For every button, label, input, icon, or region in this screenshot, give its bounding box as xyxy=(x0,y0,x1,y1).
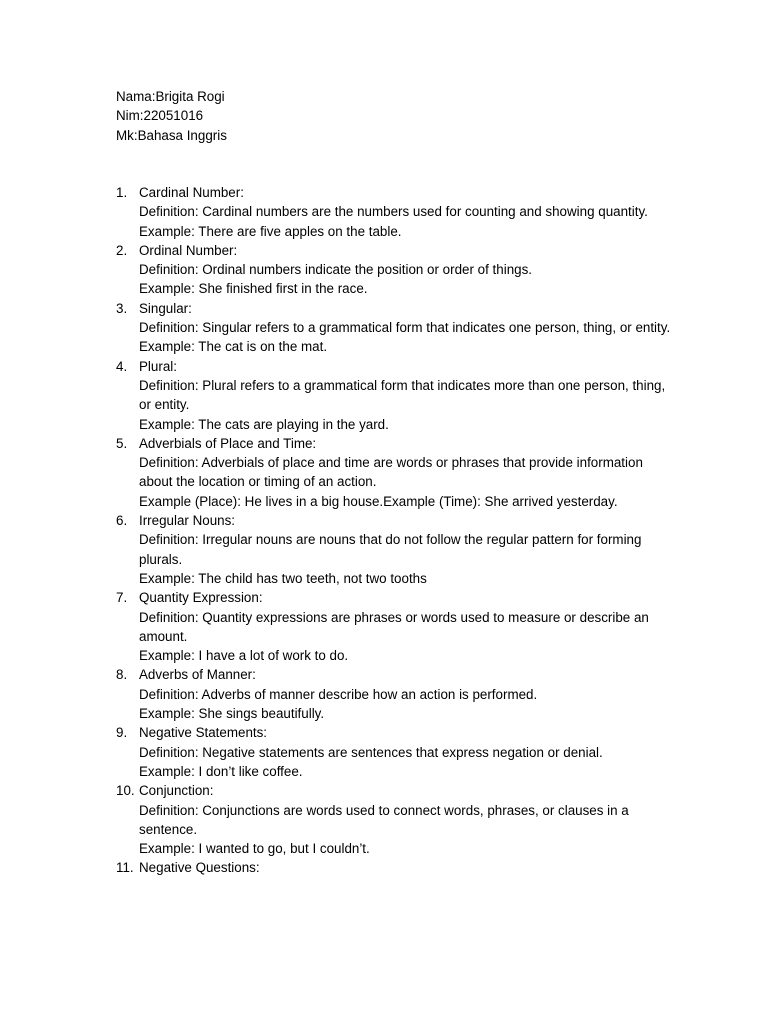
item-title: Conjunction: xyxy=(139,783,214,799)
item-number: 8. xyxy=(116,667,128,683)
list-item xyxy=(116,511,676,588)
item-example: Example: The cat is on the mat. xyxy=(139,339,328,355)
item-definition: Definition: Quantity expressions are phrases or words used to measure or describe an amount. xyxy=(139,609,649,644)
item-example: Example: She finished first in the race. xyxy=(139,281,368,297)
item-title: Adverbs of Manner: xyxy=(139,667,256,683)
item-definition: Definition: Cardinal numbers are the numbers used for counting and showing quantity. xyxy=(139,204,648,220)
item-number: 11. xyxy=(116,860,134,876)
item-title: Ordinal Number: xyxy=(139,242,238,258)
item-number: 2. xyxy=(116,242,128,258)
item-example: Example: I don’t like coffee. xyxy=(139,763,303,779)
item-title: Quantity Expression: xyxy=(139,590,263,606)
item-title: Plural: xyxy=(139,358,177,374)
item-title: Cardinal Number: xyxy=(139,185,244,200)
student-nim: Nim:22051016 xyxy=(116,108,204,124)
item-definition: Definition: Conjunctions are words used to connect words, phrases, or clauses in a sentence. xyxy=(139,802,629,837)
item-example: Example: She sings beautifully. xyxy=(139,706,325,722)
list-item xyxy=(116,665,676,723)
item-title: Negative Questions: xyxy=(139,860,260,876)
item-definition: Definition: Ordinal numbers indicate the position or order of things. xyxy=(139,262,533,278)
course-name: Mk:Bahasa Inggris xyxy=(116,127,227,143)
list-item xyxy=(116,781,676,858)
item-number: 6. xyxy=(116,513,128,529)
list-item xyxy=(116,357,676,434)
item-definition: Definition: Singular refers to a grammatical form that indicates one person, thing, or entity. xyxy=(139,320,671,336)
item-example: Example: There are five apples on the table. xyxy=(139,223,402,239)
item-number: 1. xyxy=(116,185,128,200)
student-info xyxy=(116,87,227,145)
item-definition: Definition: Plural refers to a grammatical form that indicates more than one person, thing, or entity. xyxy=(139,377,666,413)
item-example: Example (Place): He lives in a big house.Example (Time): She arrived yesterday. xyxy=(139,493,618,509)
list-item xyxy=(116,858,676,877)
item-title: Negative Statements: xyxy=(139,725,268,741)
list-item xyxy=(116,183,676,241)
item-number: 3. xyxy=(116,300,128,316)
list-item xyxy=(116,241,676,299)
item-example: Example: The cats are playing in the yard. xyxy=(139,416,389,432)
list-item xyxy=(116,588,676,665)
item-number: 4. xyxy=(116,358,128,374)
item-definition: Definition: Negative statements are sentences that express negation or denial. xyxy=(139,744,603,760)
definitions-list xyxy=(116,183,676,878)
student-name: Nama:Brigita Rogi xyxy=(116,89,225,104)
item-example: Example: I have a lot of work to do. xyxy=(139,648,349,664)
item-definition: Definition: Adverbs of manner describe how an action is performed. xyxy=(139,686,538,702)
list-item xyxy=(116,723,676,781)
item-number: 9. xyxy=(116,725,128,741)
item-title: Adverbials of Place and Time: xyxy=(139,435,317,451)
list-item xyxy=(116,434,676,511)
list-item xyxy=(116,299,676,357)
item-title: Irregular Nouns: xyxy=(139,513,236,529)
item-number: 7. xyxy=(116,590,128,606)
item-number: 10. xyxy=(116,783,135,799)
item-example: Example: The child has two teeth, not two tooths xyxy=(139,570,427,586)
item-number: 5. xyxy=(116,435,128,451)
item-title: Singular: xyxy=(139,300,192,316)
item-example: Example: I wanted to go, but I couldn’t. xyxy=(139,841,370,857)
item-definition: Definition: Adverbials of place and time are words or phrases that provide information about the location or timing of an action. xyxy=(139,455,643,490)
item-definition: Definition: Irregular nouns are nouns that do not follow the regular pattern for forming plurals. xyxy=(139,532,642,567)
